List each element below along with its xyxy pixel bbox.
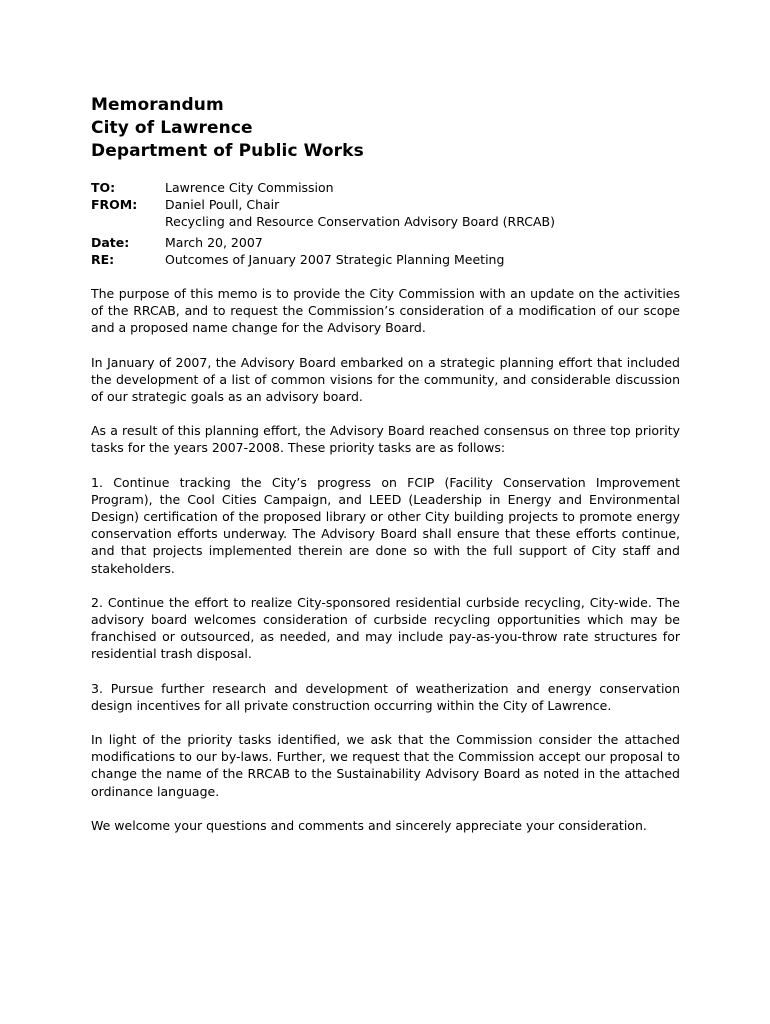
header-from-row (91, 196, 680, 230)
from-value-board: Recycling and Resource Conservation Advisory Board (RRCAB) (165, 214, 556, 229)
memo-body (91, 285, 680, 834)
date-value: March 20, 2007 (165, 235, 263, 250)
from-values (165, 196, 555, 230)
to-label: TO: (91, 180, 116, 195)
from-label: FROM: (91, 197, 138, 212)
paragraph-planning: In January of 2007, the Advisory Board embarked on a strategic planning effort that included the development of a list of common visions for the community, and considerable discussion of our strategic goals as an advisory board. (91, 354, 680, 405)
memo-title-block (91, 94, 680, 163)
paragraph-task-3: 3. Pursue further research and development of weatherization and energy conservation design incentives for all private construction occurring within the City of Lawrence. (91, 680, 680, 713)
paragraph-closing: We welcome your questions and comments and sincerely appreciate your consideration. (91, 817, 647, 833)
re-value: Outcomes of January 2007 Strategic Planning Meeting (165, 252, 505, 267)
memo-page (91, 94, 680, 834)
date-label: Date: (91, 235, 130, 250)
header-to-row (91, 179, 680, 196)
memo-header (91, 179, 680, 268)
paragraph-consensus: As a result of this planning effort, the Advisory Board reached consensus on three top priority tasks for the years 2007-2008. These priority tasks are as follows: (91, 423, 680, 456)
memo-city: City of Lawrence (91, 118, 253, 138)
paragraph-task-1: 1. Continue tracking the City’s progress on FCIP (Facility Conservation Improvement Program), the Cool Cities Campaign, and LEED (Leadership in Energy and Environmental Design) certification of the proposed library or other City building projects to promote energy conservation efforts underway. The Advisory Board shall ensure that these efforts continue, and that projects implemented therein are done so with the full support of City staff and stakeholders. (91, 474, 680, 576)
to-value: Lawrence City Commission (165, 180, 334, 195)
header-re-row (91, 251, 680, 268)
header-date-row (91, 234, 680, 251)
memo-title: Memorandum (91, 95, 224, 115)
paragraph-request: In light of the priority tasks identified, we ask that the Commission consider the attached modifications to our by-laws. Further, we request that the Commission accept our proposal to change the name of the RRCAB to the Sustainability Advisory Board as noted in the attached ordinance language. (91, 732, 680, 799)
memo-department: Department of Public Works (91, 141, 364, 161)
paragraph-purpose: The purpose of this memo is to provide the City Commission with an update on the activities of the RRCAB, and to request the Commission’s consideration of a modification of our scope and a proposed name change for the Advisory Board. (91, 286, 680, 336)
from-value-name: Daniel Poull, Chair (165, 197, 280, 212)
paragraph-task-2: 2. Continue the effort to realize City-sponsored residential curbside recycling, City-wide. The advisory board welcomes consideration of curbside recycling opportunities which may be franchised or outsourced, as needed, and may include pay-as-you-throw rate structures for residential trash disposal. (91, 594, 680, 662)
re-label: RE: (91, 252, 115, 267)
